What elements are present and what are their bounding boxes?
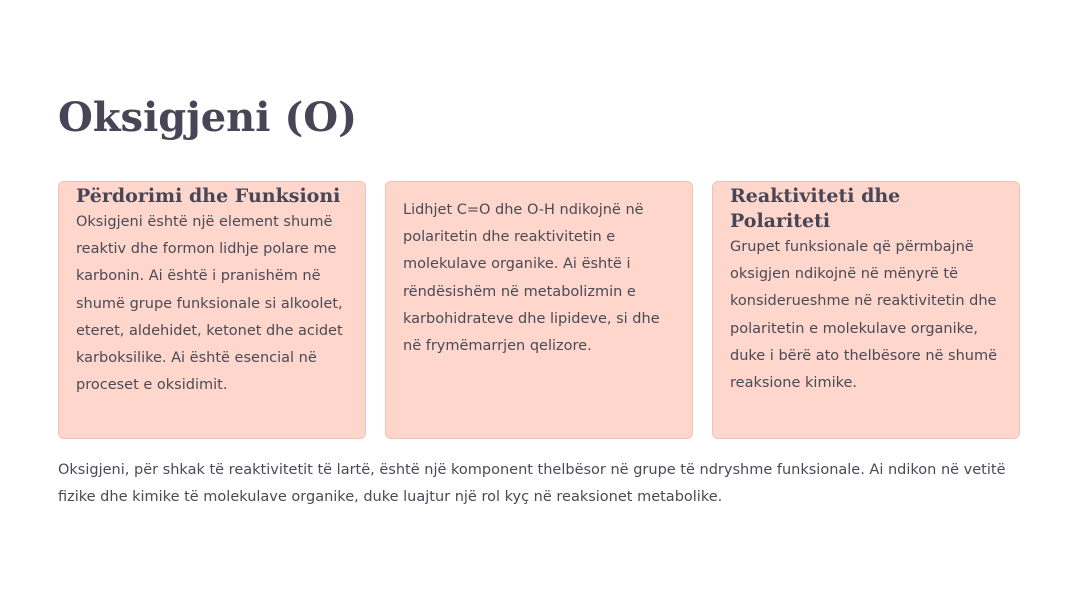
slide (58, 0, 1023, 607)
card-heading: Reaktiviteti dhe Polariteti (730, 185, 901, 232)
card-usage-function (58, 181, 366, 439)
card-text: Lidhjet C=O dhe O-H ndikojnë në polaritetin dhe reaktivitetin e molekulave organike. Ai është i rëndësishëm në metabolizmin e karbohidrateve dhe lipideve, si dhe në frymëmarrjen qelizore. (403, 202, 660, 355)
card-text: Grupet funksionale që përmbajnë oksigjen ndikojnë në mënyrë të konsiderueshme në reaktivitetin dhe polaritetin e molekulave organike, duke i bërë ato thelbësore në shumë reaksione kimike. (730, 239, 998, 392)
page-title: Oksigjeni (O) (58, 94, 358, 141)
summary-paragraph: Oksigjeni, për shkak të reaktivitetit të lartë, është një komponent thelbësor në grupe të ndryshme funksionale. Ai ndikon në vetitë fizike dhe kimike të molekulave organike, duke luajtur një rol kyç në reaksionet metabolike. (58, 462, 1006, 506)
card-heading: Përdorimi dhe Funksioni (76, 185, 341, 207)
card-reactivity-polarity (712, 181, 1020, 439)
card-bonds (385, 181, 693, 439)
card-text: Oksigjeni është një element shumë reaktiv dhe formon lidhje polare me karbonin. Ai është i pranishëm në shumë grupe funksionale si alkoolet, eteret, aldehidet, ketonet dhe acidet karboksilike. Ai është esencial në proceset e oksidimit. (76, 214, 343, 394)
